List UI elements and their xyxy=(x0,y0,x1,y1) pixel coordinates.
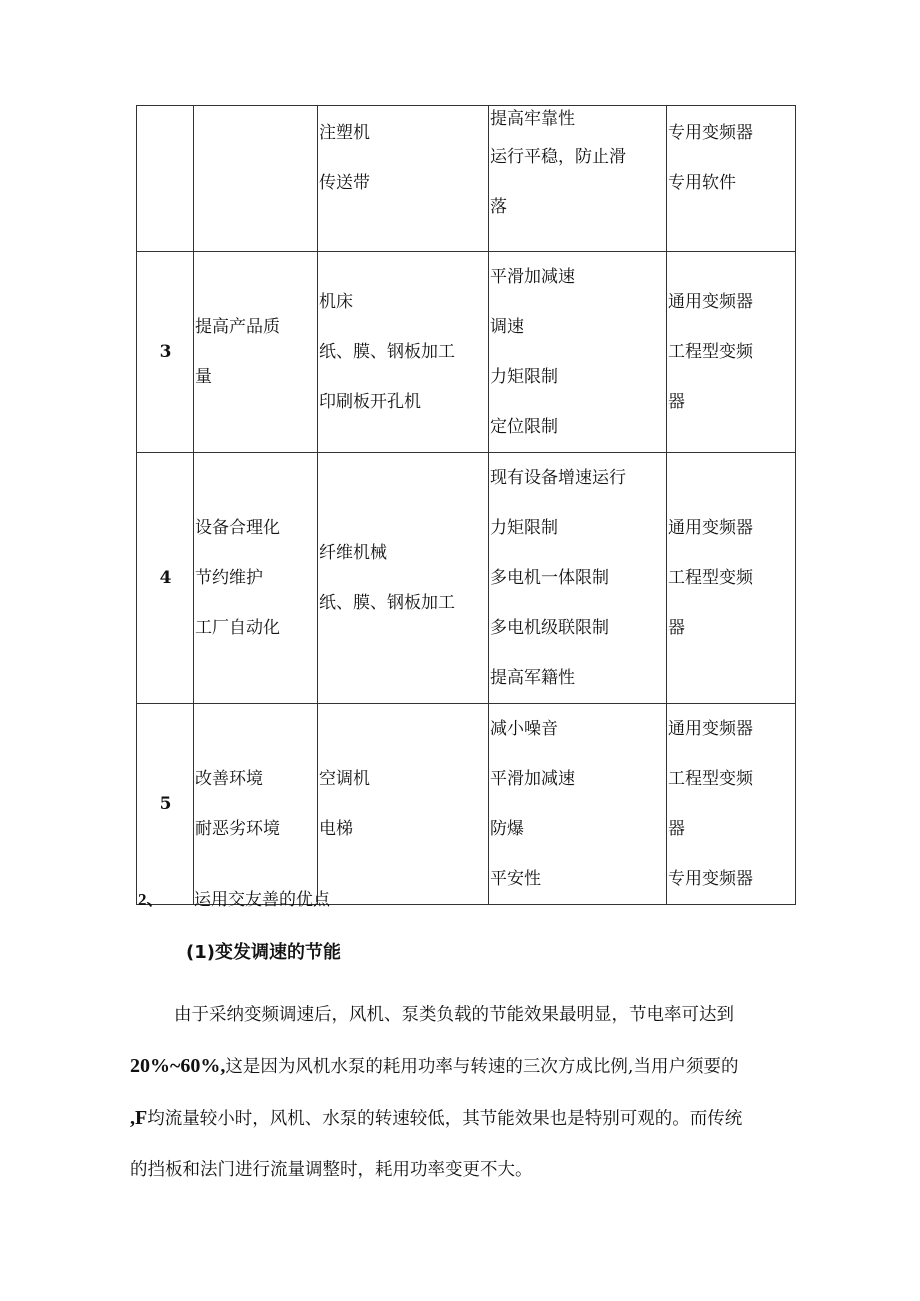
purpose-cell: 提高产品质 量 xyxy=(194,252,318,453)
paragraph-line: 20%~60%,这是因为风机水泵的耗用功率与转速的三次方成比例,当用户须要的 xyxy=(130,1055,739,1077)
purpose-cell: 改善环境 耐恶劣环境 xyxy=(194,704,318,905)
section-title: 运用交友善的优点 xyxy=(194,890,330,910)
row-number xyxy=(137,106,194,252)
application-cell: 机床 纸、膜、钢板加工 印刷板开孔机 xyxy=(318,252,489,453)
feature-cell: 现有设备增速运行 力矩限制 多电机一体限制 多电机级联限制 提高军籍性 xyxy=(489,453,667,704)
application-cell: 空调机 电梯 xyxy=(318,704,489,905)
row-number: 4 xyxy=(137,453,194,704)
converter-type-cell: 通用变频器 工程型变频 器 专用变频器 xyxy=(667,704,796,905)
table-row xyxy=(137,704,796,905)
feature-cell: 减小噪音 平滑加减速 防爆 平安性 xyxy=(489,704,667,905)
body-paragraph xyxy=(130,990,800,1196)
section-index: 2、 xyxy=(138,890,164,909)
purpose-cell xyxy=(194,106,318,252)
subsection-heading: (1)变发调速的节能 xyxy=(186,942,341,963)
converter-type-cell: 通用变频器 工程型变频 器 xyxy=(667,453,796,704)
converter-type-cell: 专用变频器 专用软件 xyxy=(667,106,796,252)
converter-type-cell: 通用变频器 工程型变频 器 xyxy=(667,252,796,453)
paragraph-line: 的挡板和法门进行流量调整时，耗用功率变更不大。 xyxy=(130,1160,533,1180)
row-number: 3 xyxy=(137,252,194,453)
feature-cell: 提高牢靠性 运行平稳，防止滑 落 xyxy=(489,106,667,252)
frequency-converter-table xyxy=(136,105,796,905)
application-cell: 纤维机械 纸、膜、钢板加工 xyxy=(318,453,489,704)
table-row xyxy=(137,106,796,252)
paragraph-line: 由于采纳变频调速后，风机、泵类负载的节能效果最明显，节电率可达到 xyxy=(174,1005,734,1025)
table-row xyxy=(137,252,796,453)
table-row xyxy=(137,453,796,704)
section-heading xyxy=(138,885,330,910)
percent-range: 20%~60%, xyxy=(130,1055,226,1077)
bold-fragment: ,F xyxy=(130,1107,148,1129)
paragraph-line: ,F均流量较小时，风机、水泵的转速较低，其节能效果也是特别可观的。而传统 xyxy=(130,1107,743,1129)
purpose-cell: 设备合理化 节约维护 工厂自动化 xyxy=(194,453,318,704)
application-cell: 注塑机 传送带 xyxy=(318,106,489,252)
feature-cell: 平滑加减速 调速 力矩限制 定位限制 xyxy=(489,252,667,453)
row-number: 5 xyxy=(137,704,194,905)
